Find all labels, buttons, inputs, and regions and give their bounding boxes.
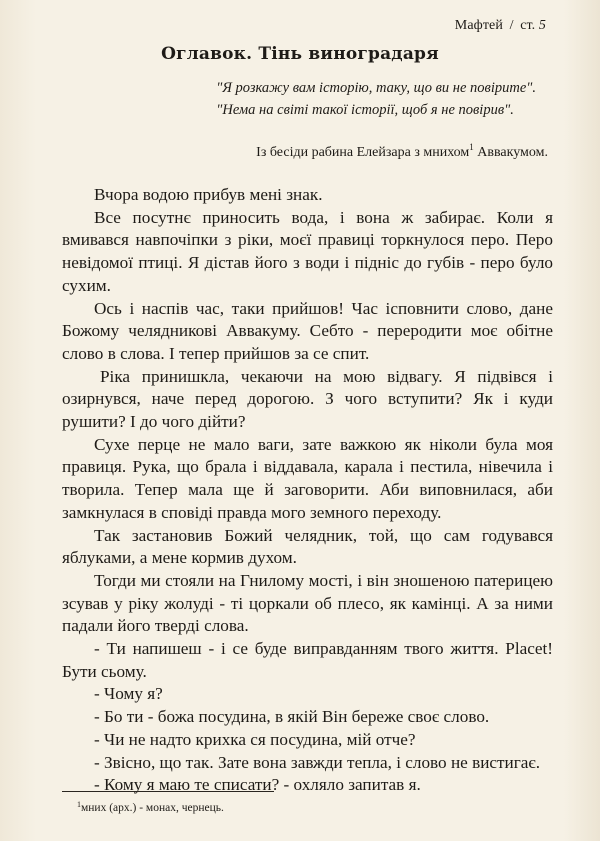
paragraph: Все посутнє приносить вода, і вона ж забирає. Коли я вмивався навпочіпки з ріки, моєї правиці торкнулося перо. Перо невідомої птиці. Я дістав його з води і підніс до губів - перо було сухим. (62, 207, 553, 295)
running-header (455, 18, 546, 34)
footnote-reference: 1 (469, 142, 474, 152)
paragraph: Ось і наспів час, таки прийшов! Час ісповнити слово, дане Божому челядникові Аввакуму. Себто - переродити моє обітне слово в слова. І тепер прийшов за се спит. (62, 298, 553, 363)
dialogue-line: - Звісно, що так. Зате вона завжди тепла, і слово не вистигає. (94, 752, 541, 772)
dialogue-line: - Кому я маю те списати? - охляло запитав я. (94, 775, 421, 795)
dialogue-line: - Бо ти - божа посудина, в якій Він береже своє слово. (94, 707, 490, 727)
paragraph: Вчора водою прибув мені знак. (94, 185, 323, 204)
footnote-divider (62, 791, 274, 792)
paragraph: Сухе перце не мало ваги, зате важкою як ніколи була моя правиця. Рука, що брала і віддавала, карала і пестила, нівечила і творила. Тепер мала ще й заговорити. Аби виповнилася, аби замкнулася в сповіді правда мого земного переходу. (62, 434, 553, 522)
dialogue-line: - Чому я? (94, 684, 163, 704)
body-text (62, 184, 553, 797)
header-page-number: 5 (538, 18, 546, 33)
paragraph: Так застановив Божий челядник, той, що сам годувався яблуками, а мене кормив духом. (62, 525, 553, 568)
header-separator: / (509, 18, 514, 33)
footnote-text: мних (арх.) - монах, чернець. (81, 802, 224, 814)
epigraph-line: "Нема на світі такої історії, щоб я не повірив". (216, 102, 514, 118)
dialogue-line: - Чи не надто крихка ся посудина, мій отче? (94, 729, 416, 749)
attribution-name: Аввакумом. (473, 145, 548, 160)
chapter-title: Оглавок. Тінь виноградаря (161, 44, 439, 64)
epigraph (216, 77, 536, 121)
attribution-text: Із бесіди рабина Елейзара з мнихом (256, 145, 470, 160)
header-page-label: ст. (520, 18, 536, 33)
footnote (77, 800, 224, 814)
epigraph-line: "Я розкажу вам історію, таку, що ви не повірите". (216, 80, 536, 96)
paragraph: Тогди ми стояли на Гнилому мості, і він зношеною патерицею зсував у ріку жолуді - ті цоркали об плесо, як камінці. А за ними падали його тверді слова. (62, 570, 553, 636)
header-author: Мафтей (454, 18, 503, 33)
epigraph-attribution (256, 142, 548, 161)
paragraph: Ріка принишкла, чекаючи на мою відвагу. Я підвівся і озирнувся, наче перед дорогою. З чого вступити? Як і куди рушити? І до чого дійти? (62, 366, 553, 432)
dialogue-line: - Ти напишеш - і се буде виправданням твого життя. Placet! Бути сьому. (62, 639, 553, 681)
footnote-mark: 1 (77, 800, 81, 809)
